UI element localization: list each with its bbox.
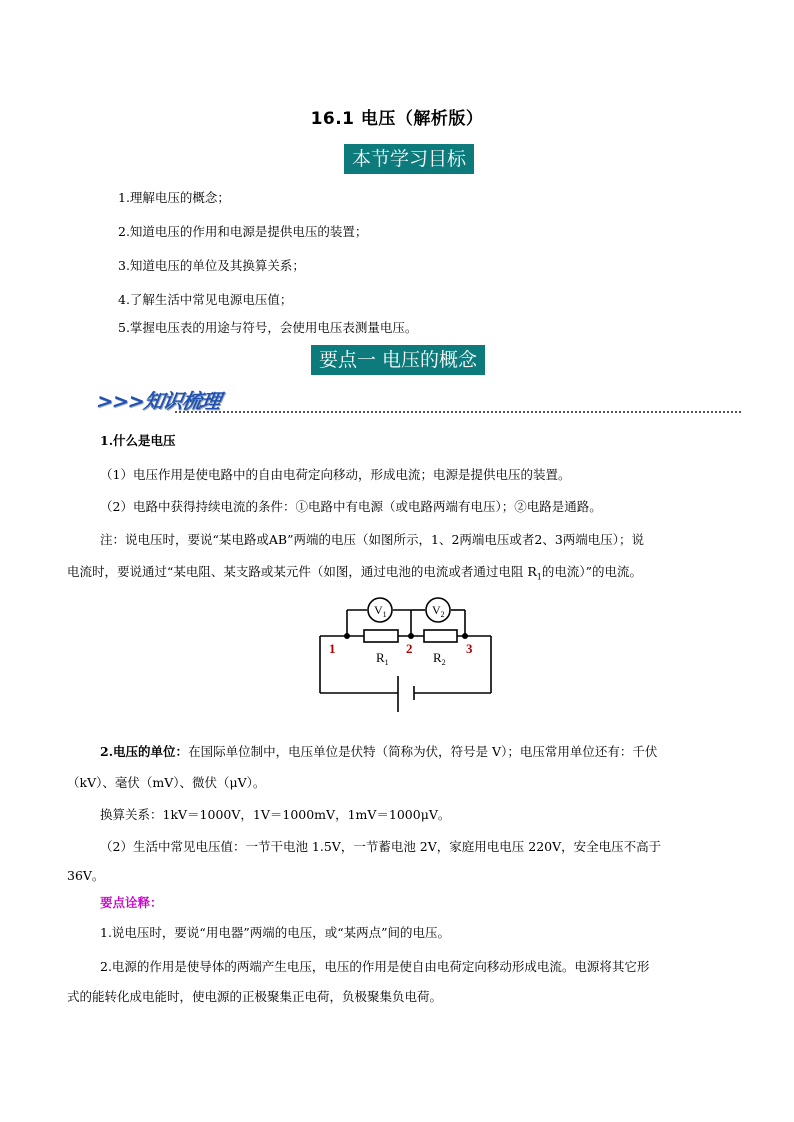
note-line2-b: 的电流）”的电流。 [541,564,643,579]
notes-p2-line2: 式的能转化成电能时，使电源的正极聚集正电荷，负极聚集负电荷。 [67,989,443,1004]
voltmeter-v1-label: $V_1$ [374,603,387,619]
notes-heading: 要点诠释： [100,895,163,910]
section-banner-key-point-1: 要点一 电压的概念 [311,345,485,375]
objective-4: 4.了解生活中常见电源电压值； [118,292,293,307]
sec1-note-line2 [67,562,642,582]
notes-p2-line1: 2.电源的作用是使导体的两端产生电压，电压的作用是使自由电荷定向移动形成电流。电源将其它形 [100,959,650,974]
objective-3: 3.知道电压的单位及其换算关系； [118,258,305,273]
sec2-line2: （kV）、毫伏（mV）、微伏（μV）。 [67,775,266,790]
node-1-label: 1 [329,641,336,656]
section-banner-objectives: 本节学习目标 [344,144,474,174]
notes-p1: 1.说电压时，要说“用电器”两端的电压，或“某两点”间的电压。 [100,925,450,940]
resistor-r2-label: $R_2$ [433,650,446,667]
sec2-common-line2: 36V。 [67,868,105,883]
voltmeter-v2-label: $V_2$ [432,603,445,619]
sec1-p1: （1）电压作用是使电路中的自由电荷定向移动，形成电流；电源是提供电压的装置。 [100,467,571,482]
resistor-r1-label: $R_1$ [376,650,389,667]
sec2-line1 [100,742,657,760]
sec2-line1-rest: 在国际单位制中，电压单位是伏特（简称为伏，符号是 V）；电压常用单位还有：千伏 [188,744,658,759]
objective-1: 1.理解电压的概念； [118,190,230,205]
sec2-common-line1: （2）生活中常见电压值：一节干电池 1.5V，一节蓄电池 2V，家庭用电电压 220V，安全电压不高于 [100,839,662,854]
node-3-label: 3 [466,641,473,656]
divider [175,411,741,413]
note-line2-a: 电流时，要说通过“某电阻、某支路或某元件（如图，通过电池的电流或者通过电阻 R [67,564,537,579]
sec1-note-line1: 注：说电压时，要说“某电路或AB”两端的电压（如图所示，1、2两端电压或者2、3两端电压）；说 [100,532,645,547]
sec2-conversion: 换算关系：1kV＝1000V，1V＝1000mV，1mV＝1000μV。 [100,807,451,822]
note-line2-sub: 1 [536,572,542,582]
knowledge-badge: >>>知识梳理 [94,389,223,413]
objective-5: 5.掌握电压表的用途与符号，会使用电压表测量电压。 [118,320,418,335]
sec1-p2: （2）电路中获得持续电流的条件：①电路中有电源（或电路两端有电压）；②电路是通路。 [100,499,602,514]
sec1-heading: 1.什么是电压 [100,433,176,448]
node-2-label: 2 [406,641,413,656]
page-title: 16.1 电压（解析版） [310,109,484,129]
sec2-heading: 2.电压的单位： [100,744,189,759]
objective-2: 2.知道电压的作用和电源是提供电压的装置； [118,224,368,239]
